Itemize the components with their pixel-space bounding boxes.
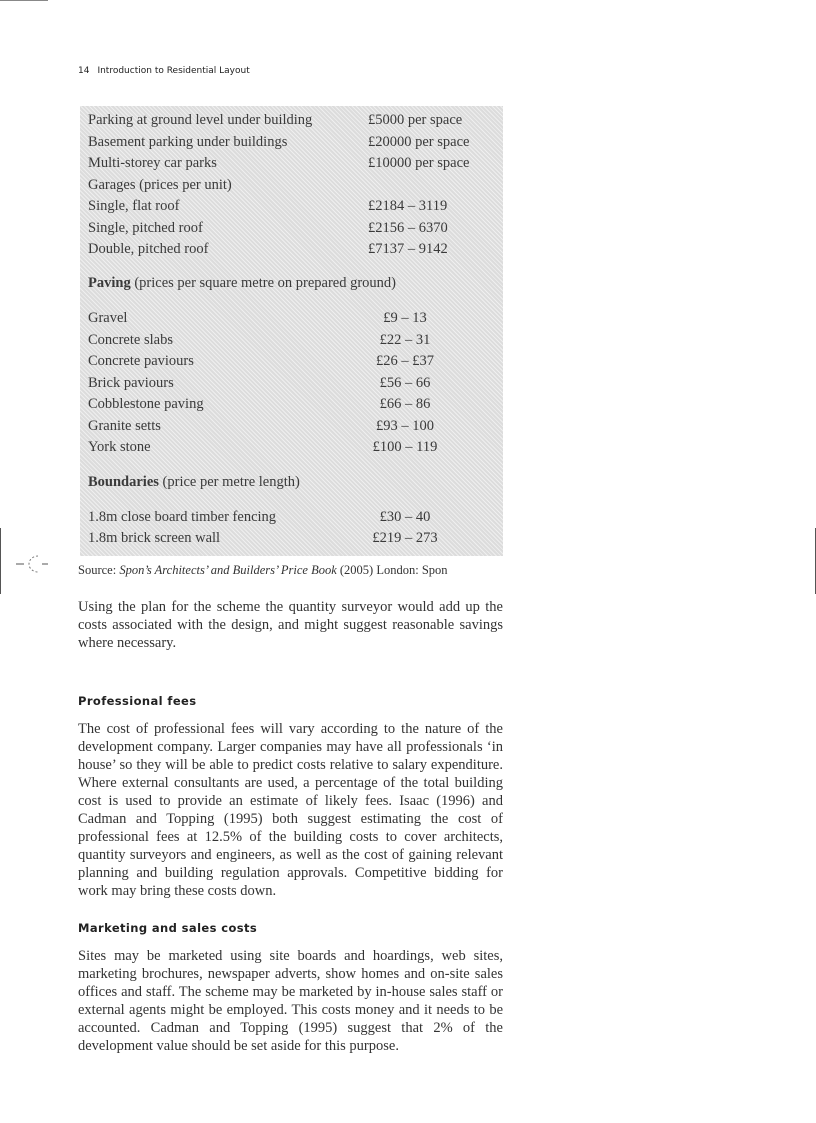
table-row bbox=[88, 177, 495, 198]
row-price: £100 – 119 bbox=[372, 439, 438, 455]
row-price: £2184 – 3119 bbox=[368, 198, 448, 214]
source-prefix: Source: bbox=[78, 563, 120, 577]
table-row bbox=[88, 332, 495, 353]
marketing-paragraph: Sites may be marketed using site boards and hoardings, web sites, marketing brochures, newspaper adverts, show homes and on-site sales offices and staff. The scheme may be marketed by in-house sales staff or external agents might be employed. This costs money and it needs to be accounted. Cadman and Topping (1995) suggest that 2% of the development value should be set aside for this purpose. bbox=[78, 948, 503, 1054]
row-price: £7137 – 9142 bbox=[368, 241, 448, 257]
table-row bbox=[88, 530, 495, 551]
boundaries-heading bbox=[88, 474, 300, 491]
table-source bbox=[78, 563, 448, 578]
row-label: Single, flat roof bbox=[88, 198, 180, 214]
row-label: Cobblestone paving bbox=[88, 396, 204, 412]
row-price: £219 – 273 bbox=[372, 530, 438, 546]
table-row bbox=[88, 439, 495, 460]
row-price: £10000 per space bbox=[368, 155, 470, 171]
row-label: Concrete slabs bbox=[88, 332, 173, 348]
row-label: York stone bbox=[88, 439, 151, 455]
row-label: Garages (prices per unit) bbox=[88, 177, 232, 193]
row-label: 1.8m brick screen wall bbox=[88, 530, 221, 546]
source-title: Spon’s Architects’ and Builders’ Price Book bbox=[119, 563, 337, 577]
row-price: £20000 per space bbox=[368, 134, 470, 150]
professional-fees-paragraph: The cost of professional fees will vary according to the nature of the development company. Larger companies may have all professionals ‘in house’ so they will be able to predict costs relative to salary expenditure. Where external consultants are used, a percentage of the total building cost is used to provide an estimate of likely fees. Isaac (1996) and Cadman and Topping (1995) both suggest estimating the cost of professional fees at 12.5% of the building costs to cover architects, quantity surveyors and engineers, as well as the cost of gaining relevant planning and building regulation approvals. Competitive bidding for work may bring these costs down. bbox=[78, 721, 503, 899]
row-label: Multi-storey car parks bbox=[88, 155, 217, 171]
paving-heading bbox=[88, 275, 396, 292]
row-label: Parking at ground level under building bbox=[88, 112, 313, 128]
row-label: 1.8m close board timber fencing bbox=[88, 509, 277, 525]
row-label: Granite setts bbox=[88, 418, 161, 434]
paving-heading-bold: Paving bbox=[88, 275, 131, 291]
page-number: 14 bbox=[78, 66, 90, 76]
table-row bbox=[88, 375, 495, 396]
table-row bbox=[88, 112, 495, 133]
row-price: £93 – 100 bbox=[376, 418, 434, 434]
row-price: £30 – 40 bbox=[379, 509, 431, 525]
row-price: £56 – 66 bbox=[379, 375, 431, 391]
row-price: £66 – 86 bbox=[379, 396, 431, 412]
row-label: Gravel bbox=[88, 310, 128, 326]
paving-heading-rest: (prices per square metre on prepared ground) bbox=[130, 275, 397, 291]
section-heading-marketing: Marketing and sales costs bbox=[78, 921, 258, 935]
row-price: £9 – 13 bbox=[383, 310, 427, 326]
table-row bbox=[88, 418, 495, 439]
row-label: Brick paviours bbox=[88, 375, 174, 391]
table-row bbox=[88, 509, 495, 530]
row-price: £26 – £37 bbox=[376, 353, 434, 369]
corner-rule bbox=[0, 0, 48, 1]
table-row bbox=[88, 310, 495, 331]
boundaries-heading-rest: (price per metre length) bbox=[158, 474, 300, 490]
section-heading-professional-fees: Professional fees bbox=[78, 694, 197, 708]
table-row bbox=[88, 396, 495, 417]
row-price: £5000 per space bbox=[368, 112, 463, 128]
row-label: Concrete paviours bbox=[88, 353, 194, 369]
boundaries-heading-bold: Boundaries bbox=[88, 474, 159, 490]
table-row bbox=[88, 134, 495, 155]
row-price: £2156 – 6370 bbox=[368, 220, 448, 236]
table-row bbox=[88, 155, 495, 176]
table-row bbox=[88, 241, 495, 262]
running-head-title: Introduction to Residential Layout bbox=[97, 66, 250, 76]
source-suffix: (2005) London: Spon bbox=[336, 563, 448, 577]
left-margin-rule bbox=[0, 528, 1, 594]
registration-mark-icon bbox=[14, 552, 50, 576]
table-row bbox=[88, 198, 495, 219]
row-label: Single, pitched roof bbox=[88, 220, 203, 236]
row-label: Double, pitched roof bbox=[88, 241, 209, 257]
row-price: £22 – 31 bbox=[379, 332, 431, 348]
row-label: Basement parking under buildings bbox=[88, 134, 288, 150]
running-head bbox=[78, 66, 250, 76]
table-row bbox=[88, 353, 495, 374]
cost-table bbox=[80, 106, 503, 556]
intro-paragraph: Using the plan for the scheme the quantity surveyor would add up the costs associated with the design, and might suggest reasonable savings where necessary. bbox=[78, 599, 503, 651]
table-row bbox=[88, 220, 495, 241]
